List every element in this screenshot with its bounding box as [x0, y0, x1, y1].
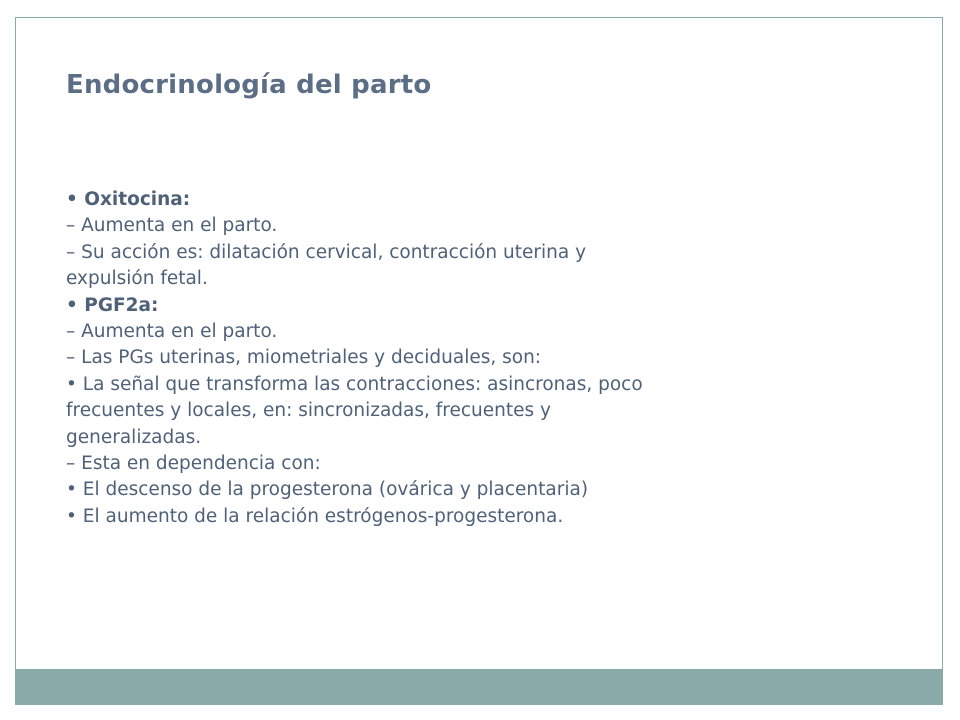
bullet-oxitocina-line: expulsión fetal. [66, 268, 208, 290]
bullet-oxitocina-line: – Aumenta en el parto. [66, 215, 278, 237]
slide-title: Endocrinología del parto [66, 70, 432, 100]
bullet-pgf-line: • El aumento de la relación estrógenos-progesterona. [66, 505, 564, 527]
bullet-pgf-line: – Las PGs uterinas, miometriales y deciduales, son: [66, 347, 542, 369]
bullet-pgf-line: • La señal que transforma las contracciones: asincronas, poco [66, 373, 643, 395]
bullet-pgf-line: – Aumenta en el parto. [66, 321, 278, 343]
bullet-pgf-line: generalizadas. [66, 426, 202, 448]
slide-body [66, 187, 706, 530]
bullet-pgf-line: • El descenso de la progesterona (ovárica y placentaria) [66, 479, 589, 501]
bullet-oxitocina-line: – Su acción es: dilatación cervical, contracción uterina y [66, 241, 587, 263]
footer-accent-bar [16, 669, 942, 704]
bullet-pgf-line: – Esta en dependencia con: [66, 453, 321, 475]
bullet-pgf-line: frecuentes y locales, en: sincronizadas, frecuentes y [66, 400, 551, 422]
slide [15, 17, 943, 705]
bullet-oxitocina-heading: • Oxitocina: [66, 189, 191, 210]
bullet-pgf-heading: • PGF2a: [66, 294, 159, 316]
